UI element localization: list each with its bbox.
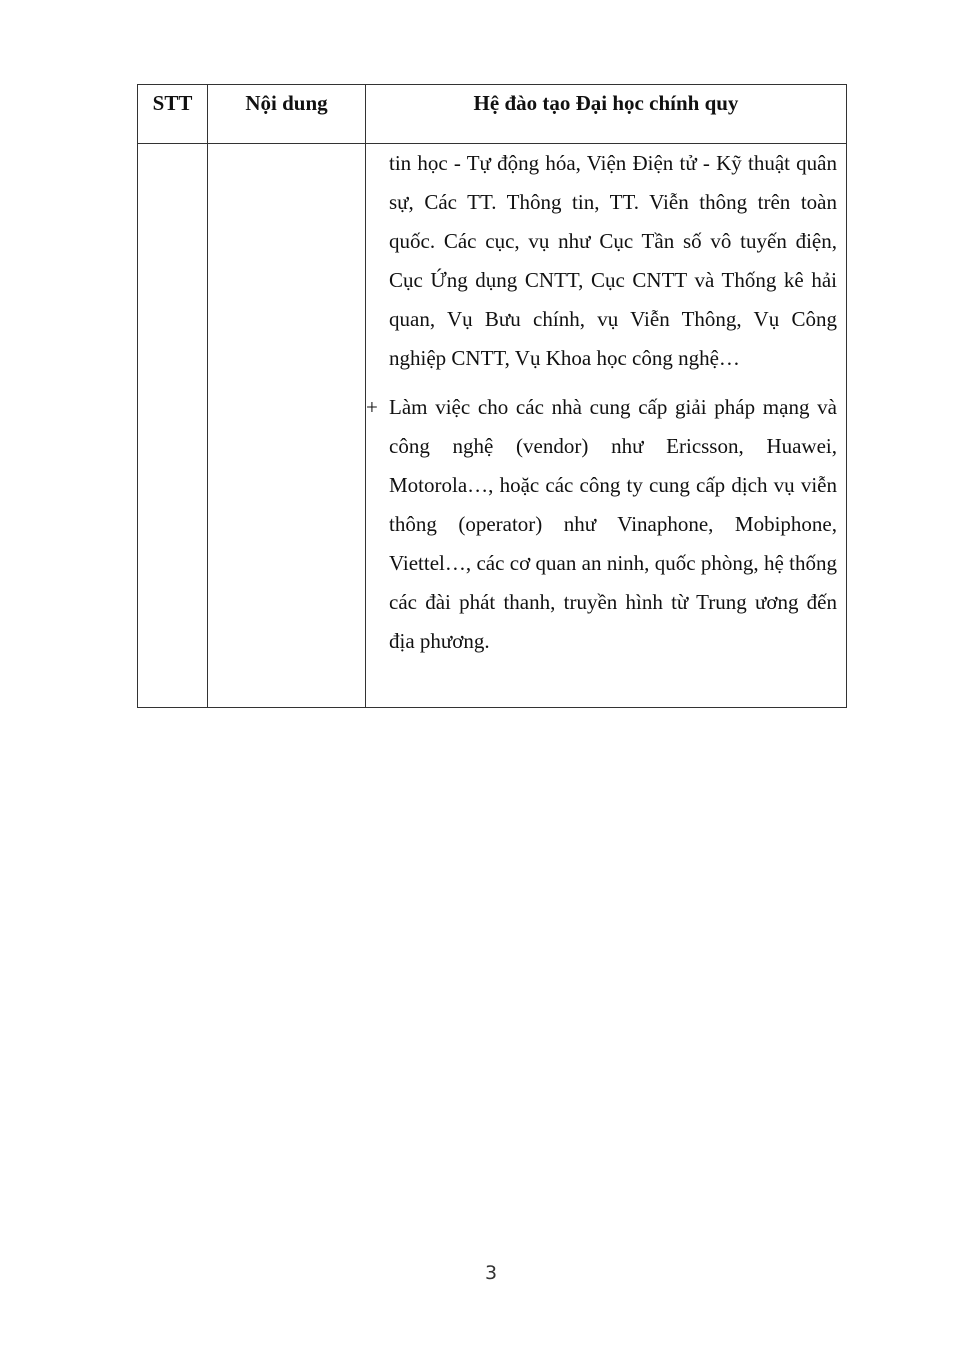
header-noi-dung: Nội dung (208, 85, 366, 144)
continuation-paragraph: tin học - Tự động hóa, Viện Điện tử - Kỹ thuật quân sự, Các TT. Thông tin, TT. Viễn thông trên toàn quốc. Các cục, vụ như Cục Tần số vô tuyến điện, Cục Ứng dụng CNTT, Cục CNTT và Thống kê hải quan, Vụ Bưu chính, vụ Viễn Thông, Vụ Công nghiệp CNTT, Vụ Khoa học công nghệ… (389, 151, 837, 370)
content-cell (366, 144, 847, 708)
table-header-row (138, 85, 847, 144)
page-number: 3 (484, 1262, 498, 1284)
header-he-dao-tao: Hệ đào tạo Đại học chính quy (366, 85, 847, 144)
bullet-text: Làm việc cho các nhà cung cấp giải pháp mạng và công nghệ (vendor) như Ericsson, Huawei, Motorola…, hoặc các công ty cung cấp dịch vụ viễn thông (operator) như Vinaphone, Mobiphone, Viettel…, các cơ quan an ninh, quốc phòng, hệ thống các đài phát thanh, truyền hình từ Trung ương đến địa phương. (389, 395, 837, 653)
program-table (137, 84, 847, 708)
table-row (138, 144, 847, 708)
header-stt: STT (138, 85, 208, 144)
bullet-item (366, 388, 846, 661)
stt-cell (138, 144, 208, 708)
noi-dung-cell (208, 144, 366, 708)
bullet-symbol: + (366, 395, 378, 419)
